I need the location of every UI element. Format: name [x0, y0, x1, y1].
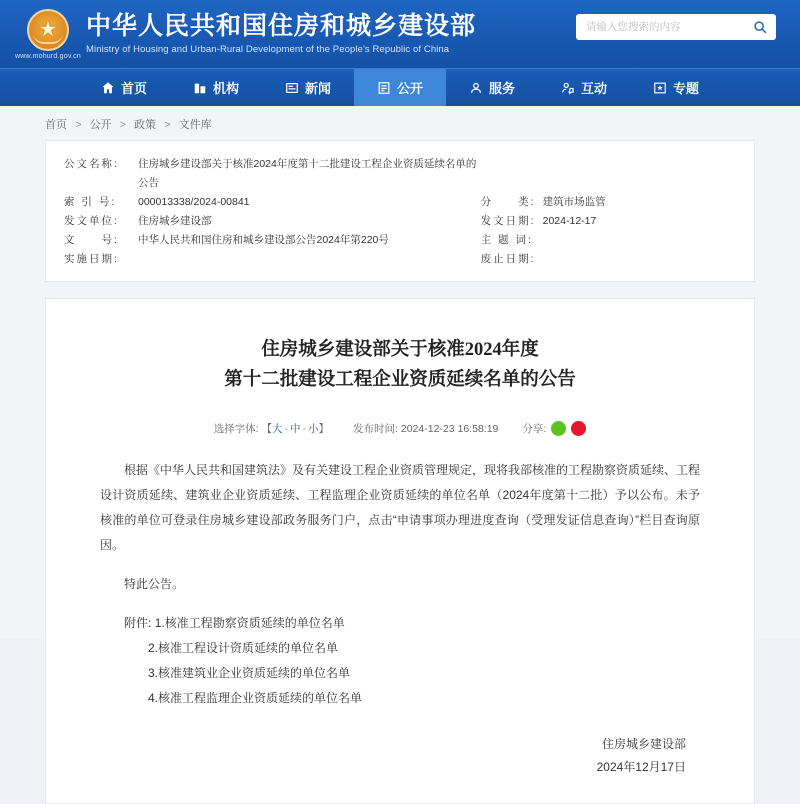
meta-row [64, 212, 736, 231]
share-block[interactable] [522, 421, 586, 436]
signature-organization: 住房城乡建设部 [601, 737, 686, 751]
meta-label-issuer: 发文单位: [64, 215, 119, 227]
share-label: 分享: [522, 423, 547, 435]
breadcrumb-sep-2: > [164, 119, 171, 131]
article-body [100, 458, 700, 779]
font-size-sep-2: - [302, 423, 307, 435]
site-title-en: Ministry of Housing and Urban-Rural Development of the People's Republic of China [86, 44, 450, 56]
breadcrumb[interactable] [45, 116, 755, 132]
meta-label-doc-number: 文 号: [64, 234, 119, 246]
nav-item-organization[interactable] [170, 69, 262, 106]
attachment-list-label-row [100, 611, 700, 636]
wechat-share-icon[interactable] [551, 421, 566, 436]
interaction-icon [561, 81, 575, 95]
meta-value-index: 000013338/2024-00841 [138, 196, 250, 208]
font-size-sep-1: - [284, 423, 289, 435]
signature-date: 2024年12月17日 [596, 760, 686, 774]
attachment-item-3[interactable]: 3.核准建筑业企业资质延续的单位名单 [148, 666, 351, 680]
meta-row [64, 155, 736, 193]
meta-row [64, 231, 736, 250]
meta-label-category: 分 类: [480, 196, 536, 208]
star-topic-icon [653, 81, 667, 95]
font-size-medium[interactable]: 中 [290, 423, 301, 435]
attachment-item-4[interactable]: 4.核准工程监理企业资质延续的单位名单 [148, 691, 363, 705]
main-nav[interactable] [0, 68, 800, 106]
breadcrumb-item-3[interactable]: 文件库 [178, 119, 212, 131]
attachment-item-2[interactable]: 2.核准工程设计资质延续的单位名单 [148, 641, 339, 655]
breadcrumb-item-0[interactable]: 首页 [45, 119, 67, 131]
nav-label-interaction: 互动 [580, 81, 607, 96]
article-paragraph-1: 根据《中华人民共和国建筑法》及有关建设工程企业资质管理规定，现将我部核准的工程勘察资质延续、工程设计资质延续、建筑业企业资质延续、工程监理企业资质延续的单位名单（2024年度第十二批）予以公布。未予核准的单位可登录住房城乡建设部政务服务门户，点击“申请事项办理进度查询（受理发证信息查询）”栏目查询原因。 [100, 463, 701, 552]
open-document-icon [377, 81, 391, 95]
meta-cell [64, 212, 481, 231]
search-box[interactable] [576, 14, 776, 40]
meta-label-keywords: 主 题 词: [480, 234, 533, 246]
breadcrumb-sep-1: > [119, 119, 127, 131]
meta-label-index: 索 引 号: [64, 196, 117, 208]
font-size-label: 选择字体: [213, 423, 259, 435]
building-icon [193, 81, 207, 95]
article-toolbar [100, 421, 700, 436]
breadcrumb-item-1[interactable]: 公开 [89, 119, 112, 131]
meta-row [64, 250, 736, 269]
site-url-text: www.mohurd.gov.cn [15, 52, 81, 60]
nav-item-service[interactable] [446, 69, 538, 106]
meta-cell [481, 193, 736, 212]
bracket-right: 】 [318, 423, 330, 435]
meta-cell [64, 231, 481, 250]
meta-value-category: 建筑市场监管 [542, 196, 606, 208]
nav-label-service: 服务 [488, 81, 515, 96]
page-title-line1: 住房城乡建设部关于核准2024年度 [261, 340, 539, 360]
home-icon [101, 81, 115, 95]
meta-cell [64, 155, 481, 193]
meta-value-doc-number: 中华人民共和国住房和城乡建设部公告2024年第220号 [138, 234, 389, 246]
attachment-item-1[interactable]: 1.核准工程勘察资质延续的单位名单 [154, 616, 345, 630]
nav-item-interaction[interactable] [538, 69, 630, 106]
search-input[interactable] [586, 21, 750, 33]
breadcrumb-bar [0, 106, 800, 140]
nav-label-home: 首页 [120, 81, 147, 96]
attachment-label: 附件: [124, 616, 152, 630]
nav-item-topic[interactable] [630, 69, 722, 106]
nav-item-home[interactable] [78, 69, 170, 106]
publish-time-label: 发布时间: [353, 423, 398, 435]
attachment-item-2-row[interactable] [100, 636, 700, 661]
meta-value-doc-name: 住房城乡建设部关于核准2024年度第十二批建设工程企业资质延续名单的公告 [138, 158, 477, 189]
nav-label-news: 新闻 [304, 81, 331, 96]
font-size-small[interactable]: 小 [308, 423, 319, 435]
weibo-share-icon[interactable] [571, 421, 586, 436]
user-service-icon [469, 81, 483, 95]
nav-label-open: 公开 [396, 81, 423, 96]
news-icon [285, 81, 299, 95]
nav-label-topic: 专题 [672, 81, 699, 96]
meta-row [64, 193, 736, 212]
page-title [100, 335, 700, 395]
meta-cell [481, 231, 736, 250]
meta-value-issuer: 住房城乡建设部 [138, 215, 212, 227]
breadcrumb-sep-0: > [75, 119, 82, 131]
document-meta-card [45, 140, 755, 282]
meta-label-issue-date: 发文日期: [480, 215, 536, 227]
site-title-block [86, 13, 476, 56]
attachment-item-4-row[interactable] [100, 686, 700, 711]
font-size-selector[interactable] [214, 421, 329, 436]
breadcrumb-item-2[interactable]: 政策 [134, 119, 157, 131]
article-card [45, 298, 755, 804]
article-paragraph-2: 特此公告。 [124, 577, 185, 591]
nav-label-organization: 机构 [212, 81, 239, 96]
publish-time-value: 2024-12-23 16:58:19 [400, 423, 499, 435]
signature-block [100, 733, 700, 779]
attachment-list [100, 611, 700, 711]
site-title-cn: 中华人民共和国住房和城乡建设部 [86, 12, 477, 40]
meta-cell [481, 250, 736, 269]
nav-item-open[interactable] [354, 69, 446, 106]
meta-cell [64, 193, 481, 212]
font-size-large[interactable]: 大 [272, 423, 283, 435]
meta-cell [481, 212, 736, 231]
site-header [0, 0, 800, 68]
publish-time-block [353, 421, 498, 436]
attachment-item-3-row[interactable] [100, 661, 700, 686]
meta-label-expiry-date: 废止日期: [480, 253, 536, 265]
meta-label-effective-date: 实施日期: [64, 253, 119, 265]
search-icon[interactable] [750, 17, 770, 37]
meta-value-issue-date: 2024-12-17 [542, 215, 597, 227]
page-title-line2: 第十二批建设工程企业资质延续名单的公告 [224, 370, 576, 390]
national-emblem-logo [15, 8, 81, 60]
meta-cell [64, 250, 481, 269]
meta-label-doc-name: 公文名称: [64, 158, 119, 170]
bracket-left: 【 [261, 423, 273, 435]
national-emblem-icon [27, 9, 69, 51]
nav-item-news[interactable] [262, 69, 354, 106]
